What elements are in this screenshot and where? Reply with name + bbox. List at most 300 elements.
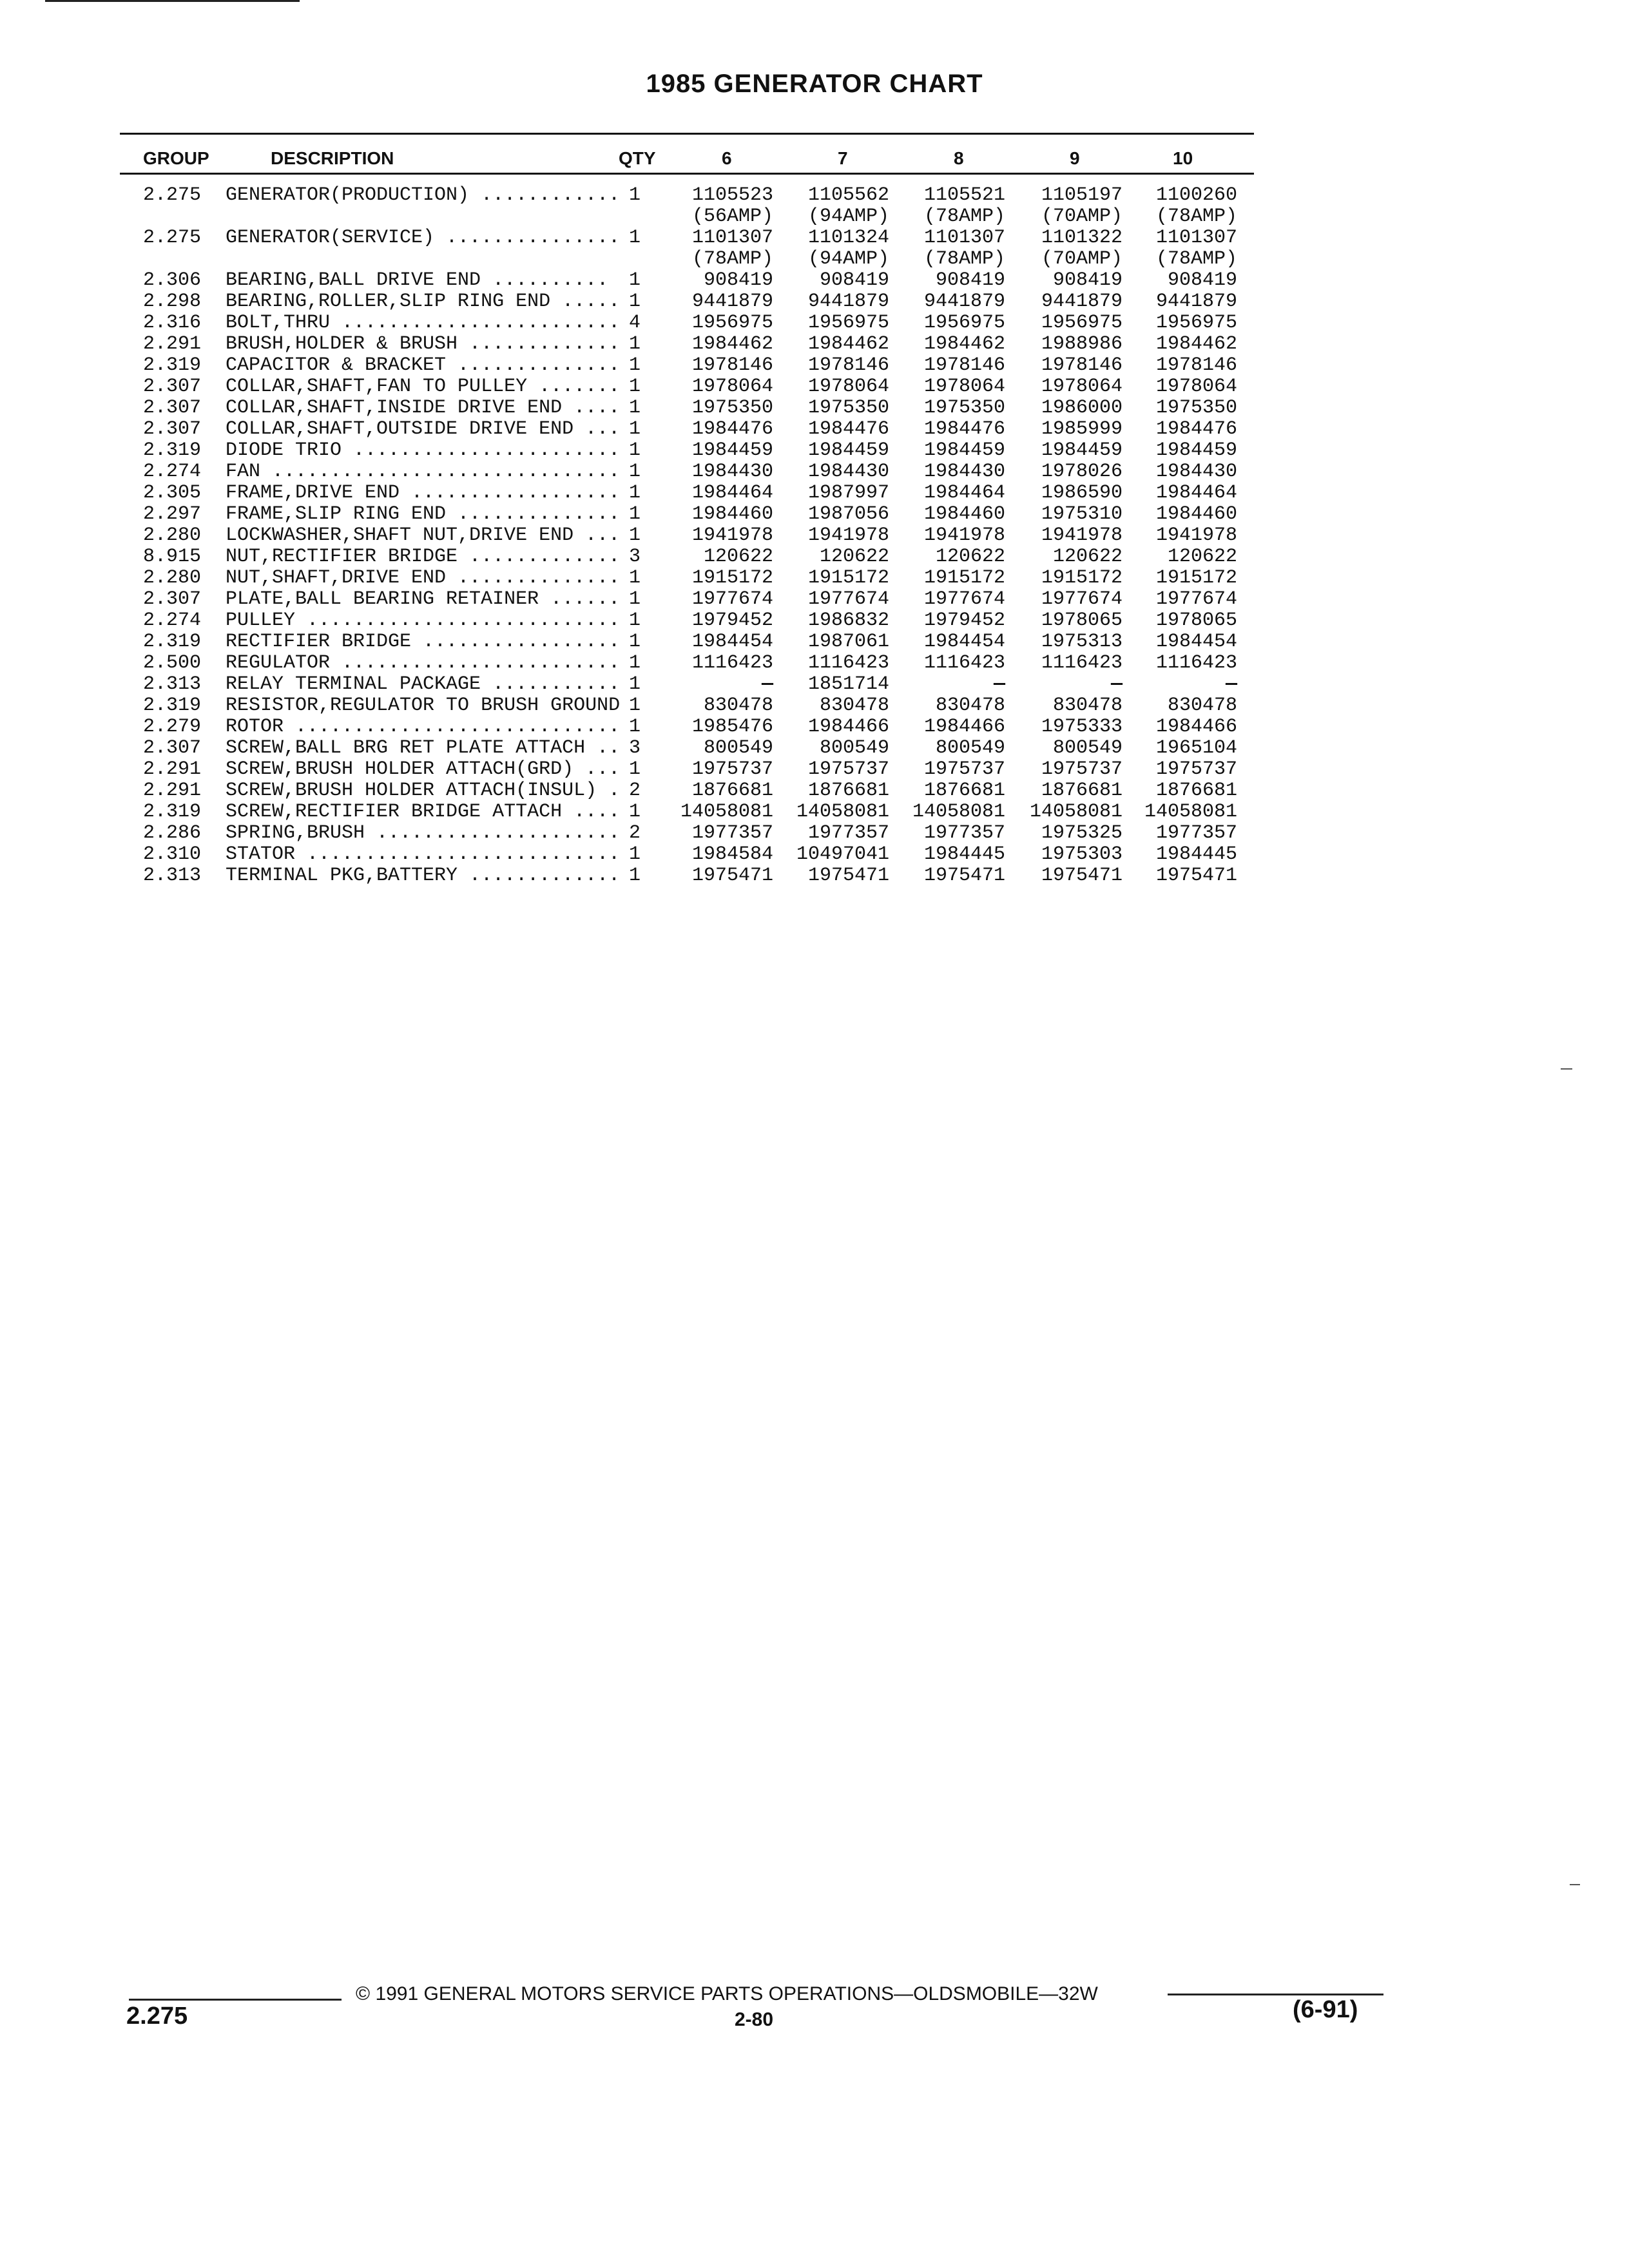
row-value-col-8: 1984430 xyxy=(923,461,1005,483)
row-value-col-10: 1984466 xyxy=(1155,716,1237,738)
row-value-col-6: 1984464 xyxy=(691,482,773,504)
row-value-col-10: 1915172 xyxy=(1155,567,1237,589)
row-description: COLLAR,SHAFT,OUTSIDE DRIVE END ... xyxy=(226,418,621,440)
row-value-col-8: 1977357 xyxy=(923,822,1005,844)
row-qty: 1 xyxy=(629,801,641,823)
row-value-col-6: 1975737 xyxy=(691,758,773,780)
table-row xyxy=(0,780,1629,801)
row-description: TERMINAL PKG,BATTERY ............. xyxy=(226,865,621,887)
row-value-col-8: 1975737 xyxy=(923,758,1005,780)
row-value-col-7: 1987061 xyxy=(807,631,889,653)
row-value-col-9: 1988986 xyxy=(1041,333,1123,355)
row-group: 2.305 xyxy=(143,482,202,504)
row-qty: 1 xyxy=(629,843,641,865)
row-value-col-8: 1978064 xyxy=(923,376,1005,398)
row-value-col-9: 1975333 xyxy=(1041,716,1123,738)
row-qty: 3 xyxy=(629,546,641,568)
row-value-col-6: 1984584 xyxy=(691,843,773,865)
row-value-col-6: 1941978 xyxy=(691,524,773,546)
row-description: ROTOR ............................ xyxy=(226,716,621,738)
row-description: STATOR ........................... xyxy=(226,843,621,865)
row-description: FRAME,DRIVE END .................. xyxy=(226,482,621,504)
row-value-col-7: 1977674 xyxy=(807,588,889,610)
row-group: 2.286 xyxy=(143,822,202,844)
row-value-col-6: 1915172 xyxy=(691,567,773,589)
footer-rule-right xyxy=(1168,1994,1383,1995)
row-description: SCREW,BRUSH HOLDER ATTACH(GRD) ... xyxy=(226,758,621,780)
row-value-col-7: (94AMP) xyxy=(807,206,889,227)
row-qty: 1 xyxy=(629,758,641,780)
row-value-col-8: 908419 xyxy=(935,269,1005,291)
row-qty: 1 xyxy=(629,673,641,695)
row-qty: 4 xyxy=(629,312,641,334)
row-qty: 1 xyxy=(629,291,641,312)
row-value-col-10: 1977674 xyxy=(1155,588,1237,610)
row-qty: 1 xyxy=(629,567,641,589)
row-value-col-7: 1987997 xyxy=(807,482,889,504)
table-row xyxy=(0,631,1629,652)
row-qty: 1 xyxy=(629,397,641,419)
row-value-col-10: 1984445 xyxy=(1155,843,1237,865)
row-value-col-10: 1116423 xyxy=(1155,652,1237,674)
row-group: 2.274 xyxy=(143,461,202,483)
row-description: COLLAR,SHAFT,INSIDE DRIVE END .... xyxy=(226,397,621,419)
row-value-col-9: 1975325 xyxy=(1041,822,1123,844)
row-qty: 1 xyxy=(629,227,641,249)
row-value-col-10: 1100260 xyxy=(1155,184,1237,206)
row-value-col-7: 1984466 xyxy=(807,716,889,738)
row-group: 2.274 xyxy=(143,610,202,631)
row-value-col-10: 1984462 xyxy=(1155,333,1237,355)
row-value-col-7: 10497041 xyxy=(796,843,889,865)
row-group: 2.319 xyxy=(143,354,202,376)
row-value-col-9: 908419 xyxy=(1052,269,1123,291)
row-value-col-9: 1978026 xyxy=(1041,461,1123,483)
row-value-col-9: 1116423 xyxy=(1041,652,1123,674)
row-value-col-9: 1876681 xyxy=(1041,780,1123,802)
top-edge-line xyxy=(45,0,300,2)
row-value-col-10: 1984454 xyxy=(1155,631,1237,653)
row-group: 2.307 xyxy=(143,397,202,419)
row-description: SPRING,BRUSH ..................... xyxy=(226,822,621,844)
table-row xyxy=(0,418,1629,439)
table-row xyxy=(0,269,1629,291)
table-row xyxy=(0,843,1629,865)
row-group: 2.319 xyxy=(143,801,202,823)
row-description: PULLEY ........................... xyxy=(226,610,621,631)
row-value-col-6: 1984454 xyxy=(691,631,773,653)
row-description: BEARING,ROLLER,SLIP RING END ..... xyxy=(226,291,621,312)
row-value-col-7: 1941978 xyxy=(807,524,889,546)
row-value-col-10: 1975471 xyxy=(1155,865,1237,887)
row-description: BEARING,BALL DRIVE END .......... xyxy=(226,269,609,291)
row-value-col-9: 800549 xyxy=(1052,737,1123,759)
row-value-col-7: 830478 xyxy=(819,695,889,716)
row-value-col-8: 1105521 xyxy=(923,184,1005,206)
row-group: 2.275 xyxy=(143,227,202,249)
row-value-col-6: 1984462 xyxy=(691,333,773,355)
row-value-col-8: 1984454 xyxy=(923,631,1005,653)
row-value-col-6: 1984430 xyxy=(691,461,773,483)
row-value-col-8: (78AMP) xyxy=(923,248,1005,270)
row-value-col-8: 1116423 xyxy=(923,652,1005,674)
row-description: FRAME,SLIP RING END .............. xyxy=(226,503,621,525)
table-row xyxy=(0,503,1629,524)
row-value-col-6: 1116423 xyxy=(691,652,773,674)
row-value-col-9: 1985999 xyxy=(1041,418,1123,440)
row-value-col-6: (56AMP) xyxy=(691,206,773,227)
header-top-rule xyxy=(120,133,1254,135)
row-value-col-9: — xyxy=(1110,673,1123,695)
row-value-col-8: 1941978 xyxy=(923,524,1005,546)
table-row xyxy=(0,376,1629,397)
row-qty: 1 xyxy=(629,631,641,653)
row-qty: 1 xyxy=(629,865,641,887)
header-col-10: 10 xyxy=(1173,148,1193,168)
row-qty: 1 xyxy=(629,354,641,376)
row-description: SCREW,BRUSH HOLDER ATTACH(INSUL) . xyxy=(226,780,621,802)
row-value-col-8: 1956975 xyxy=(923,312,1005,334)
row-group: 2.500 xyxy=(143,652,202,674)
row-qty: 1 xyxy=(629,652,641,674)
row-group: 2.275 xyxy=(143,184,202,206)
row-description: SCREW,RECTIFIER BRIDGE ATTACH .... xyxy=(226,801,621,823)
row-value-col-7: 1987056 xyxy=(807,503,889,525)
row-group: 2.306 xyxy=(143,269,202,291)
row-description: NUT,SHAFT,DRIVE END .............. xyxy=(226,567,621,589)
table-row xyxy=(0,695,1629,716)
row-qty: 1 xyxy=(629,503,641,525)
row-value-col-9: 1978064 xyxy=(1041,376,1123,398)
row-qty: 3 xyxy=(629,737,641,759)
row-value-col-7: 9441879 xyxy=(807,291,889,312)
row-value-col-8: 1984459 xyxy=(923,439,1005,461)
row-value-col-9: 1941978 xyxy=(1041,524,1123,546)
header-col-6: 6 xyxy=(722,148,732,168)
header-description: DESCRIPTION xyxy=(271,148,394,168)
row-value-col-10: 1984459 xyxy=(1155,439,1237,461)
row-value-col-9: 1975310 xyxy=(1041,503,1123,525)
row-qty: 2 xyxy=(629,780,641,802)
row-value-col-6: 1978146 xyxy=(691,354,773,376)
row-group: 2.280 xyxy=(143,567,202,589)
row-value-col-9: 1101322 xyxy=(1041,227,1123,249)
row-value-col-10: 1975350 xyxy=(1155,397,1237,419)
row-group: 2.307 xyxy=(143,376,202,398)
footer-date: (6-91) xyxy=(1293,1996,1358,2023)
row-value-col-7: 1978064 xyxy=(807,376,889,398)
footer-rule-left xyxy=(129,1999,342,2001)
row-value-col-8: 1876681 xyxy=(923,780,1005,802)
table-row xyxy=(0,567,1629,588)
row-value-col-9: 1978146 xyxy=(1041,354,1123,376)
table-row xyxy=(0,461,1629,482)
row-value-col-10: 908419 xyxy=(1167,269,1237,291)
row-description: PLATE,BALL BEARING RETAINER ...... xyxy=(226,588,621,610)
row-value-col-7: 1975350 xyxy=(807,397,889,419)
row-qty: 1 xyxy=(629,439,641,461)
row-value-col-6: 1975471 xyxy=(691,865,773,887)
row-value-col-8: 1984460 xyxy=(923,503,1005,525)
row-value-col-10: 1984460 xyxy=(1155,503,1237,525)
row-group: 2.307 xyxy=(143,418,202,440)
header-col-8: 8 xyxy=(954,148,964,168)
row-group: 2.291 xyxy=(143,333,202,355)
row-value-col-8: 1977674 xyxy=(923,588,1005,610)
footer-page-number: 2-80 xyxy=(735,2009,774,2030)
row-value-col-9: 1984459 xyxy=(1041,439,1123,461)
row-description: GENERATOR(SERVICE) ............... xyxy=(226,227,621,249)
row-value-col-8: 1915172 xyxy=(923,567,1005,589)
row-group: 2.307 xyxy=(143,588,202,610)
row-value-col-6: 1975350 xyxy=(691,397,773,419)
row-value-col-7: 1956975 xyxy=(807,312,889,334)
row-value-col-9: 1986590 xyxy=(1041,482,1123,504)
row-value-col-7: 1851714 xyxy=(807,673,889,695)
row-value-col-9: 830478 xyxy=(1052,695,1123,716)
scan-mark xyxy=(1561,1068,1572,1070)
page-title: 1985 GENERATOR CHART xyxy=(646,70,983,98)
row-qty: 1 xyxy=(629,588,641,610)
row-value-col-7: 1984430 xyxy=(807,461,889,483)
table-row xyxy=(0,227,1629,248)
row-value-col-6: 14058081 xyxy=(680,801,773,823)
header-group: GROUP xyxy=(143,148,209,168)
row-value-col-10: 1956975 xyxy=(1155,312,1237,334)
row-description: LOCKWASHER,SHAFT NUT,DRIVE END ... xyxy=(226,524,621,546)
row-value-col-7: 1105562 xyxy=(807,184,889,206)
table-row xyxy=(0,312,1629,333)
table-row xyxy=(0,333,1629,354)
row-description: RECTIFIER BRIDGE ................. xyxy=(226,631,621,653)
row-value-col-8: 1984462 xyxy=(923,333,1005,355)
row-value-col-6: 908419 xyxy=(703,269,773,291)
row-value-col-10: 1984464 xyxy=(1155,482,1237,504)
row-qty: 1 xyxy=(629,333,641,355)
table-row xyxy=(0,546,1629,567)
row-value-col-9: 1975737 xyxy=(1041,758,1123,780)
row-group: 2.319 xyxy=(143,439,202,461)
row-value-col-8: 1984464 xyxy=(923,482,1005,504)
row-group: 2.319 xyxy=(143,695,202,716)
table-row xyxy=(0,524,1629,546)
row-value-col-6: 1101307 xyxy=(691,227,773,249)
row-qty: 1 xyxy=(629,610,641,631)
row-value-col-10: 1978065 xyxy=(1155,610,1237,631)
row-value-col-10: 9441879 xyxy=(1155,291,1237,312)
table-row xyxy=(0,354,1629,376)
table-row xyxy=(0,397,1629,418)
row-description: GENERATOR(PRODUCTION) ............ xyxy=(226,184,621,206)
row-value-col-6: 120622 xyxy=(703,546,773,568)
row-value-col-10: — xyxy=(1225,673,1237,695)
row-value-col-7: 1876681 xyxy=(807,780,889,802)
row-value-col-6: (78AMP) xyxy=(691,248,773,270)
row-qty: 1 xyxy=(629,461,641,483)
row-description: RELAY TERMINAL PACKAGE ........... xyxy=(226,673,621,695)
row-value-col-9: 1915172 xyxy=(1041,567,1123,589)
row-value-col-10: (78AMP) xyxy=(1155,206,1237,227)
row-value-col-6: — xyxy=(761,673,773,695)
row-value-col-7: 1984476 xyxy=(807,418,889,440)
row-value-col-7: 14058081 xyxy=(796,801,889,823)
row-qty: 1 xyxy=(629,695,641,716)
row-group: 2.291 xyxy=(143,780,202,802)
row-description: NUT,RECTIFIER BRIDGE ............. xyxy=(226,546,621,568)
row-value-col-6: 1956975 xyxy=(691,312,773,334)
row-qty: 1 xyxy=(629,524,641,546)
row-value-col-10: 1977357 xyxy=(1155,822,1237,844)
row-qty: 2 xyxy=(629,822,641,844)
row-description: REGULATOR ........................ xyxy=(226,652,621,674)
table-row xyxy=(0,291,1629,312)
row-value-col-10: 1978064 xyxy=(1155,376,1237,398)
row-qty: 1 xyxy=(629,482,641,504)
row-value-col-7: 120622 xyxy=(819,546,889,568)
row-value-col-6: 1977674 xyxy=(691,588,773,610)
row-description: RESISTOR,REGULATOR TO BRUSH GROUND xyxy=(226,695,621,716)
row-value-col-9: 120622 xyxy=(1052,546,1123,568)
row-value-col-6: 1978064 xyxy=(691,376,773,398)
table-row xyxy=(0,801,1629,822)
row-value-col-6: 830478 xyxy=(703,695,773,716)
row-description: CAPACITOR & BRACKET .............. xyxy=(226,354,621,376)
row-value-col-10: (78AMP) xyxy=(1155,248,1237,270)
row-value-col-7: 1116423 xyxy=(807,652,889,674)
row-value-col-10: 1965104 xyxy=(1155,737,1237,759)
row-value-col-8: 1101307 xyxy=(923,227,1005,249)
table-row xyxy=(0,673,1629,695)
row-value-col-8: 1979452 xyxy=(923,610,1005,631)
table-row xyxy=(0,248,1629,269)
table-row xyxy=(0,184,1629,206)
row-group: 2.298 xyxy=(143,291,202,312)
row-value-col-9: 1956975 xyxy=(1041,312,1123,334)
row-value-col-9: 9441879 xyxy=(1041,291,1123,312)
row-value-col-8: 1975471 xyxy=(923,865,1005,887)
header-col-7: 7 xyxy=(838,148,848,168)
table-row xyxy=(0,822,1629,843)
row-description: SCREW,BALL BRG RET PLATE ATTACH .. xyxy=(226,737,621,759)
row-value-col-6: 1985476 xyxy=(691,716,773,738)
row-value-col-8: 9441879 xyxy=(923,291,1005,312)
row-value-col-10: 830478 xyxy=(1167,695,1237,716)
table-row xyxy=(0,737,1629,758)
row-description: DIODE TRIO ....................... xyxy=(226,439,621,461)
row-qty: 1 xyxy=(629,376,641,398)
row-group: 8.915 xyxy=(143,546,202,568)
row-value-col-7: 1975471 xyxy=(807,865,889,887)
row-value-col-7: (94AMP) xyxy=(807,248,889,270)
row-value-col-10: 1941978 xyxy=(1155,524,1237,546)
row-value-col-7: 1101324 xyxy=(807,227,889,249)
row-value-col-9: 1978065 xyxy=(1041,610,1123,631)
table-row xyxy=(0,482,1629,503)
row-group: 2.313 xyxy=(143,673,202,695)
row-value-col-8: 1975350 xyxy=(923,397,1005,419)
row-value-col-7: 1978146 xyxy=(807,354,889,376)
row-value-col-8: 1984476 xyxy=(923,418,1005,440)
row-value-col-6: 1984476 xyxy=(691,418,773,440)
row-value-col-8: — xyxy=(993,673,1005,695)
row-value-col-10: 1876681 xyxy=(1155,780,1237,802)
row-value-col-10: 1101307 xyxy=(1155,227,1237,249)
row-value-col-8: 830478 xyxy=(935,695,1005,716)
row-value-col-10: 1978146 xyxy=(1155,354,1237,376)
row-qty: 1 xyxy=(629,184,641,206)
row-value-col-7: 1975737 xyxy=(807,758,889,780)
row-value-col-9: 1977674 xyxy=(1041,588,1123,610)
row-value-col-9: 14058081 xyxy=(1029,801,1123,823)
row-value-col-10: 1975737 xyxy=(1155,758,1237,780)
row-value-col-9: 1975303 xyxy=(1041,843,1123,865)
row-value-col-7: 800549 xyxy=(819,737,889,759)
row-group: 2.313 xyxy=(143,865,202,887)
table-row xyxy=(0,610,1629,631)
footer-copyright: © 1991 GENERAL MOTORS SERVICE PARTS OPERATIONS—OLDSMOBILE—32W xyxy=(356,1983,1098,2004)
row-value-col-8: 1984466 xyxy=(923,716,1005,738)
row-value-col-8: 1978146 xyxy=(923,354,1005,376)
row-value-col-6: 800549 xyxy=(703,737,773,759)
row-value-col-8: (78AMP) xyxy=(923,206,1005,227)
row-value-col-9: (70AMP) xyxy=(1041,206,1123,227)
row-group: 2.319 xyxy=(143,631,202,653)
row-value-col-9: 1105197 xyxy=(1041,184,1123,206)
row-description: COLLAR,SHAFT,FAN TO PULLEY ....... xyxy=(226,376,621,398)
row-value-col-6: 1984460 xyxy=(691,503,773,525)
row-value-col-7: 1984459 xyxy=(807,439,889,461)
row-qty: 1 xyxy=(629,716,641,738)
header-col-9: 9 xyxy=(1070,148,1080,168)
row-value-col-7: 1986832 xyxy=(807,610,889,631)
row-value-col-6: 1876681 xyxy=(691,780,773,802)
row-value-col-10: 1984476 xyxy=(1155,418,1237,440)
row-value-col-7: 1915172 xyxy=(807,567,889,589)
row-group: 2.297 xyxy=(143,503,202,525)
row-value-col-10: 120622 xyxy=(1167,546,1237,568)
row-value-col-10: 14058081 xyxy=(1144,801,1237,823)
table-row xyxy=(0,652,1629,673)
row-group: 2.316 xyxy=(143,312,202,334)
row-value-col-6: 9441879 xyxy=(691,291,773,312)
table-row xyxy=(0,865,1629,886)
row-value-col-7: 908419 xyxy=(819,269,889,291)
row-value-col-8: 14058081 xyxy=(912,801,1005,823)
row-qty: 1 xyxy=(629,269,641,291)
row-value-col-6: 1984459 xyxy=(691,439,773,461)
row-description: BOLT,THRU ........................ xyxy=(226,312,621,334)
row-group: 2.310 xyxy=(143,843,202,865)
row-value-col-10: 1984430 xyxy=(1155,461,1237,483)
table-row xyxy=(0,758,1629,780)
row-value-col-8: 1984445 xyxy=(923,843,1005,865)
table-row xyxy=(0,439,1629,461)
row-value-col-8: 800549 xyxy=(935,737,1005,759)
row-value-col-9: 1986000 xyxy=(1041,397,1123,419)
table-row xyxy=(0,716,1629,737)
header-qty: QTY xyxy=(619,148,656,168)
row-value-col-9: 1975313 xyxy=(1041,631,1123,653)
row-value-col-6: 1105523 xyxy=(691,184,773,206)
row-value-col-9: (70AMP) xyxy=(1041,248,1123,270)
row-value-col-7: 1977357 xyxy=(807,822,889,844)
row-value-col-6: 1977357 xyxy=(691,822,773,844)
row-value-col-6: 1979452 xyxy=(691,610,773,631)
row-group: 2.307 xyxy=(143,737,202,759)
table-row xyxy=(0,588,1629,610)
footer-section-number: 2.275 xyxy=(126,2003,188,2030)
row-group: 2.291 xyxy=(143,758,202,780)
